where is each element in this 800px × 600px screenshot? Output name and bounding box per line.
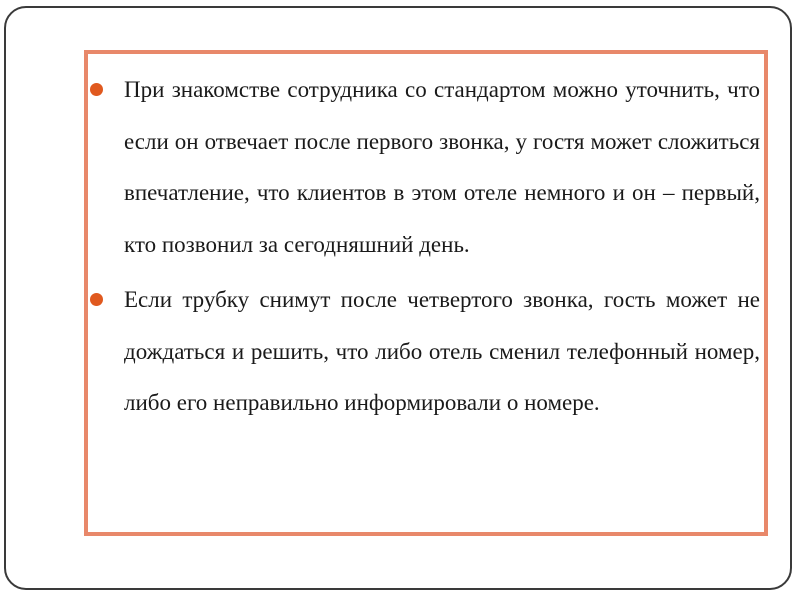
bullet-item-1 — [114, 64, 760, 270]
bullet-item-2 — [114, 274, 760, 429]
bullet-dot-icon — [90, 293, 103, 306]
slide-frame — [4, 6, 792, 590]
bullet-text-1: При знакомстве сотрудника со стандартом можно уточнить, что если он отвечает после первого звонка, у гостя может сложиться впечатление, что клиентов в этом отеле немного и он – первый, кто позвонил за сегодняшний день. — [124, 77, 760, 257]
bullet-list — [114, 64, 760, 429]
content-box — [84, 50, 768, 536]
bullet-text-2: Если трубку снимут после четвертого звонка, гость может не дождаться и решить, что либо отель сменил телефонный номер, либо его неправильно информировали о номере. — [124, 287, 760, 415]
bullet-dot-icon — [90, 83, 103, 96]
